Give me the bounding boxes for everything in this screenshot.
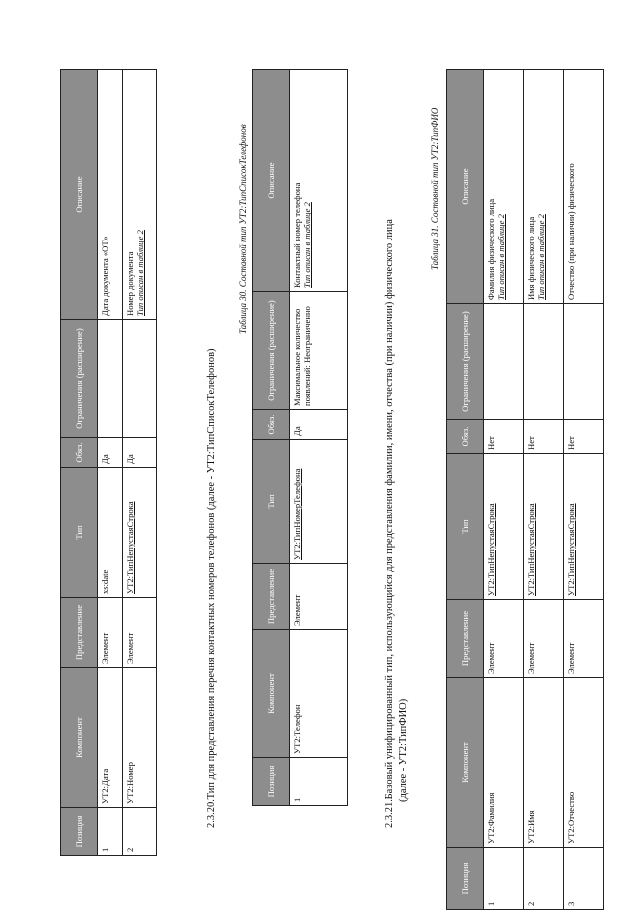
cell-representation: Элемент <box>290 564 348 630</box>
cell-description <box>98 70 123 320</box>
cell-position: 1 <box>290 758 348 806</box>
cell-representation: Элемент <box>98 598 123 668</box>
cell-type-link[interactable]: УТ2:ТипНепустаяСтрока <box>524 454 564 600</box>
section-number: 2.3.21. <box>384 799 395 828</box>
section-heading-2-3-21-line2 <box>398 699 409 802</box>
header-position: Позиция <box>253 758 290 806</box>
table-row <box>564 70 604 910</box>
cell-component: УТ2:Номер <box>123 668 157 808</box>
table-31 <box>446 69 604 910</box>
header-representation: Представление <box>253 564 290 630</box>
cell-type: xs:date <box>98 468 123 598</box>
header-description: Описание <box>253 70 290 292</box>
section-title: Тип для представления перечня контактных номеров телефонов (далее - УТ2:ТипСписокТелефонов) <box>206 348 217 800</box>
header-required: Обяз. <box>61 438 98 468</box>
header-representation: Представление <box>61 598 98 668</box>
cell-type-link[interactable]: УТ2:ТипНепустаяСтрока <box>484 454 524 600</box>
description-text: Дата документа «ОТ» <box>100 236 110 316</box>
cell-component: УТ2:Имя <box>524 678 564 848</box>
cell-type-link[interactable]: УТ2:ТипНепустаяСтрока <box>564 454 604 600</box>
cell-required: Нет <box>484 420 524 454</box>
description-link[interactable]: Тип описан в таблице 2 <box>302 202 313 288</box>
table-header-row <box>253 70 290 806</box>
cell-representation: Элемент <box>564 600 604 678</box>
header-representation: Представление <box>447 600 484 678</box>
header-type: Тип <box>447 454 484 600</box>
cell-required: Нет <box>524 420 564 454</box>
header-description: Описание <box>61 70 98 320</box>
header-restrictions: Ограничения (расширение) <box>447 304 484 420</box>
table-row <box>290 70 348 806</box>
cell-description <box>123 70 157 320</box>
header-component: Компонент <box>61 668 98 808</box>
table-continuation <box>60 69 157 856</box>
cell-description <box>484 70 524 304</box>
header-restrictions: Ограничения (расширение) <box>61 320 98 438</box>
table-caption: Таблица 31. Составной тип УТ2:ТипФИО <box>430 107 440 270</box>
cell-required: Да <box>123 438 157 468</box>
header-restrictions: Ограничения (расширение) <box>253 292 290 410</box>
section-heading-2-3-20 <box>206 348 217 828</box>
description-text: Имя физического лица <box>526 216 536 300</box>
table-caption: Таблица 30. Составной тип УТ2:ТипСписокТелефонов <box>238 124 248 334</box>
cell-restrictions <box>484 304 524 420</box>
cell-restrictions <box>524 304 564 420</box>
section-title-line2: (далее - УТ2:ТипФИО) <box>398 698 409 802</box>
cell-position: 1 <box>484 848 524 910</box>
cell-description <box>524 70 564 304</box>
table-header-row <box>61 70 98 856</box>
table-30 <box>252 69 348 806</box>
description-link[interactable]: Тип описан в таблице 2 <box>496 214 507 300</box>
description-link[interactable]: Тип описан в таблице 2 <box>135 230 146 316</box>
header-type: Тип <box>253 440 290 564</box>
section-title-line1: Базовый унифицированный тип, использующийся для представления фамилии, имени, отчества (при наличии) физического лица <box>384 219 395 800</box>
cell-position: 2 <box>524 848 564 910</box>
cell-representation: Элемент <box>123 598 157 668</box>
cell-component: УТ2:Фамилия <box>484 678 524 848</box>
cell-required: Да <box>290 410 348 440</box>
header-required: Обяз. <box>447 420 484 454</box>
table-row <box>524 70 564 910</box>
cell-component: УТ2:Телефон <box>290 630 348 758</box>
cell-type-link[interactable]: УТ2:ТипНомерТелефона <box>290 440 348 564</box>
cell-position: 3 <box>564 848 604 910</box>
cell-restrictions <box>564 304 604 420</box>
cell-representation: Элемент <box>484 600 524 678</box>
header-position: Позиция <box>61 808 98 856</box>
header-component: Компонент <box>253 630 290 758</box>
table-row <box>484 70 524 910</box>
header-position: Позиция <box>447 848 484 910</box>
section-number: 2.3.20. <box>206 799 217 828</box>
cell-component: УТ2:Отчество <box>564 678 604 848</box>
header-component: Компонент <box>447 678 484 848</box>
cell-required: Да <box>98 438 123 468</box>
cell-component: УТ2:Дата <box>98 668 123 808</box>
table-row <box>98 70 123 856</box>
cell-restrictions <box>98 320 123 438</box>
description-text: Номер документа <box>125 251 135 316</box>
cell-representation: Элемент <box>524 600 564 678</box>
section-heading-2-3-21 <box>384 219 395 828</box>
description-text: Фамилия физического лица <box>486 198 496 300</box>
cell-description <box>564 70 604 304</box>
description-text: Контактный номер телефона <box>292 182 302 288</box>
table-row <box>123 70 157 856</box>
header-type: Тип <box>61 468 98 598</box>
header-required: Обяз. <box>253 410 290 440</box>
cell-required: Нет <box>564 420 604 454</box>
cell-type-link[interactable]: УТ2:ТипНепустаяСтрока <box>123 468 157 598</box>
cell-description <box>290 70 348 292</box>
cell-position: 2 <box>123 808 157 856</box>
description-text: Отчество (при наличии) физического <box>566 163 576 300</box>
cell-restrictions <box>123 320 157 438</box>
description-link[interactable]: Тип описан в таблице 2 <box>536 214 547 300</box>
header-description: Описание <box>447 70 484 304</box>
table-header-row <box>447 70 484 910</box>
cell-restrictions: Максимальное количество появлений: Неограниченно <box>290 292 348 410</box>
cell-position: 1 <box>98 808 123 856</box>
